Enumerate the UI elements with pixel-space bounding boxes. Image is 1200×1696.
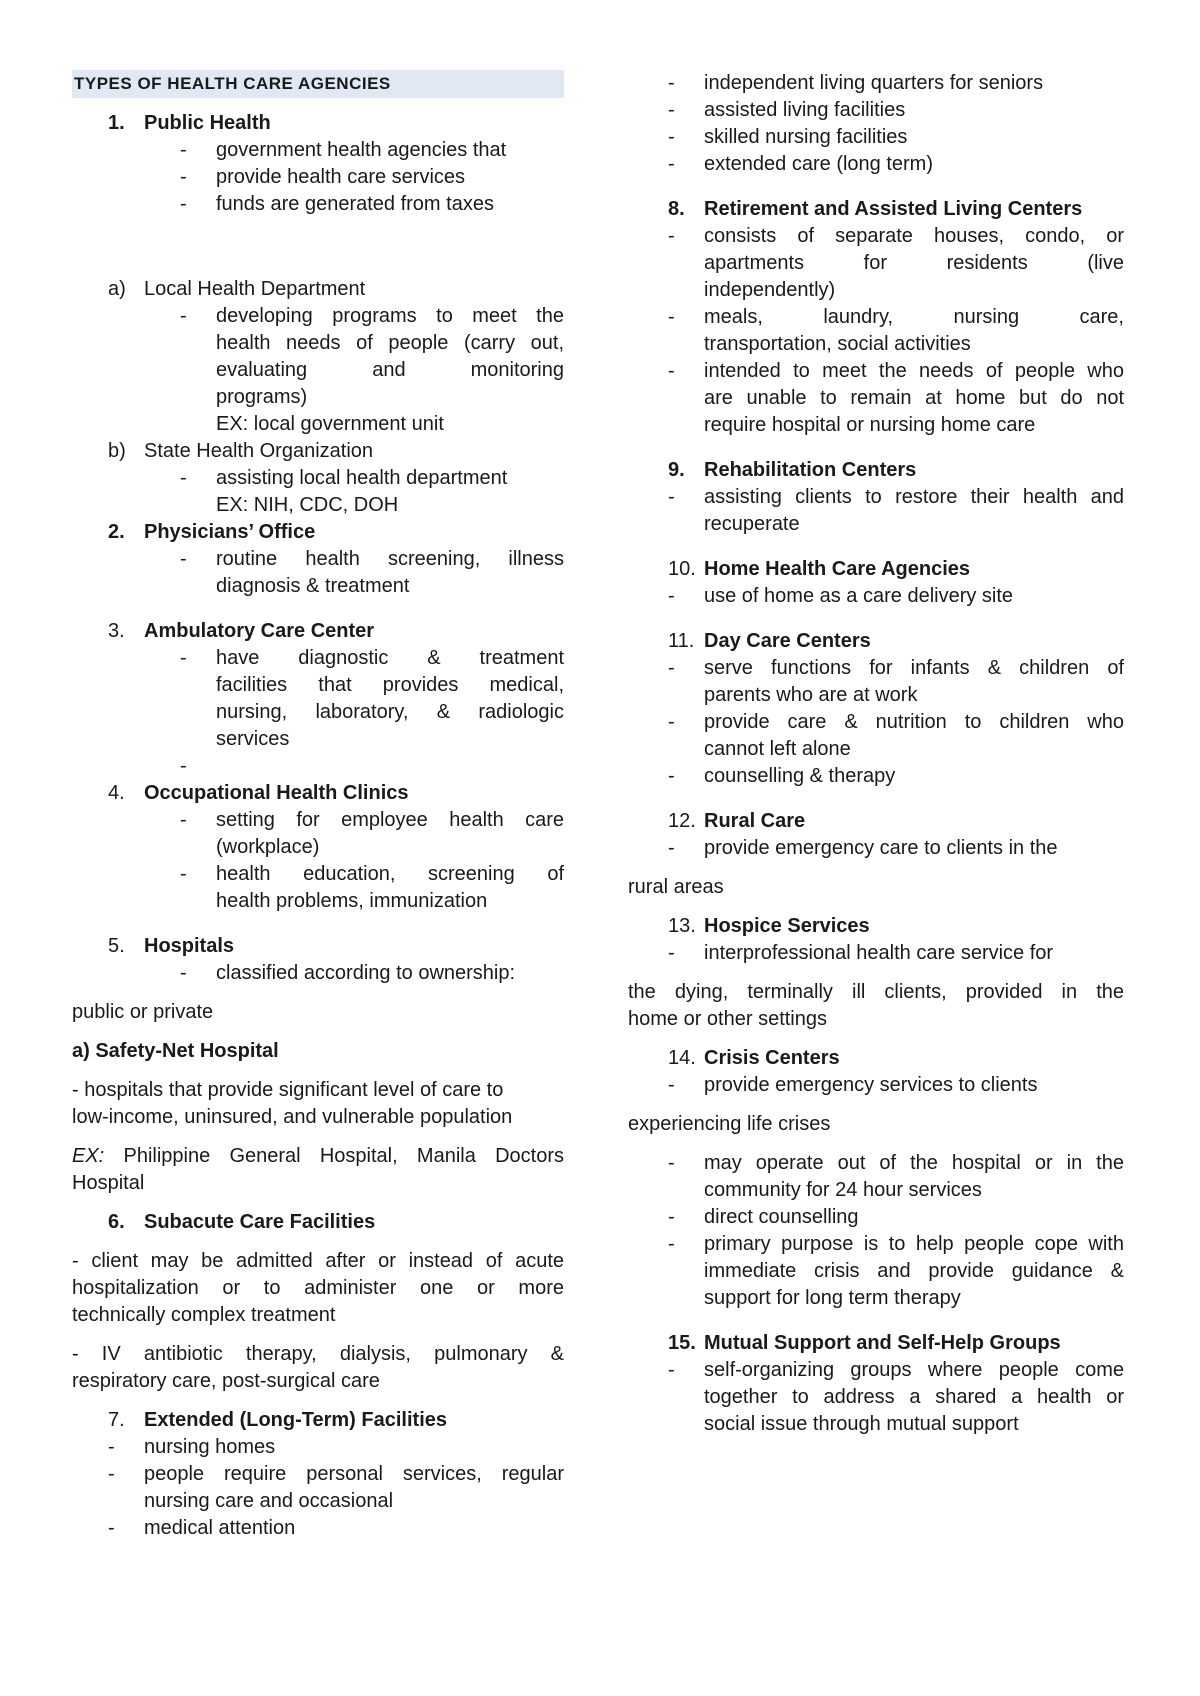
list-item: - classified according to ownership: <box>180 962 516 984</box>
list-item-cont: nursing care and occasional <box>144 1490 394 1512</box>
paragraph: - client may be admitted after or instead of acute <box>72 1250 564 1272</box>
section-day-care-heading: 11. Day Care Centers <box>668 630 871 652</box>
paragraph: experiencing life crises <box>628 1113 831 1135</box>
list-item-cont: health problems, immunization <box>216 890 488 912</box>
list-item: - meals, laundry, nursing care, <box>668 306 1124 328</box>
list-item: - provide emergency care to clients in the <box>668 837 1058 859</box>
list-item-cont: immediate crisis and provide guidance & <box>704 1260 1124 1282</box>
list-item-cont: require hospital or nursing home care <box>704 414 1036 436</box>
list-item-cont: transportation, social activities <box>704 333 971 355</box>
section-home-health-heading: 10. Home Health Care Agencies <box>668 558 971 580</box>
list-item-cont: nursing, laboratory, & radiologic <box>216 701 564 723</box>
section-hospitals-heading: 5. Hospitals <box>108 935 235 957</box>
section-extended-care-heading: 7. Extended (Long-Term) Facilities <box>108 1409 447 1431</box>
list-item: - have diagnostic & treatment <box>180 647 564 669</box>
example-paragraph: EX: Philippine General Hospital, Manila Doctors <box>72 1145 564 1167</box>
list-item: - direct counselling <box>668 1206 859 1228</box>
list-item: - routine health screening, illness <box>180 548 564 570</box>
list-item: - counselling & therapy <box>668 765 896 787</box>
paragraph: respiratory care, post-surgical care <box>72 1370 380 1392</box>
subsection-state-health-organization: b) State Health Organization <box>108 440 374 462</box>
right-column <box>628 70 1124 1438</box>
list-item-cont: evaluating and monitoring <box>216 359 564 381</box>
section-physicians-office-heading: 2. Physicians’ Office <box>108 521 316 543</box>
list-item: - serve functions for infants & children of <box>668 657 1124 679</box>
paragraph: rural areas <box>628 876 724 898</box>
section-public-health-heading: 1. Public Health <box>108 112 271 134</box>
paragraph: technically complex treatment <box>72 1304 336 1326</box>
list-item-cont: parents who are at work <box>704 684 918 706</box>
list-item: - developing programs to meet the <box>180 305 564 327</box>
list-item: - skilled nursing facilities <box>668 126 908 148</box>
section-hospice-heading: 13. Hospice Services <box>668 915 870 937</box>
paragraph: hospitalization or to administer one or more <box>72 1277 564 1299</box>
list-item-empty: - <box>180 755 187 777</box>
list-item-cont: (workplace) <box>216 836 320 858</box>
list-item: - people require personal services, regular <box>108 1463 564 1485</box>
list-item: - intended to meet the needs of people who <box>668 360 1124 382</box>
paragraph: low-income, uninsured, and vulnerable population <box>72 1106 513 1128</box>
list-item: - independent living quarters for seniors <box>668 72 1044 94</box>
list-item-cont: recuperate <box>704 513 800 535</box>
list-item-cont: community for 24 hour services <box>704 1179 982 1201</box>
list-item: - consists of separate houses, condo, or <box>668 225 1124 247</box>
list-item-cont: apartments for residents (live <box>704 252 1124 274</box>
list-item-cont: diagnosis & treatment <box>216 575 410 597</box>
list-item-cont: support for long term therapy <box>704 1287 961 1309</box>
section-subacute-care-heading: 6. Subacute Care Facilities <box>108 1211 376 1233</box>
section-rural-care-heading: 12. Rural Care <box>668 810 806 832</box>
section-occupational-health-heading: 4. Occupational Health Clinics <box>108 782 409 804</box>
list-item-cont: social issue through mutual support <box>704 1413 1019 1435</box>
list-item: - health education, screening of <box>180 863 564 885</box>
list-item: - extended care (long term) <box>668 153 934 175</box>
section-retirement-heading: 8. Retirement and Assisted Living Centers <box>668 198 1083 220</box>
list-item: - assisted living facilities <box>668 99 906 121</box>
subsection-local-health-department: a) Local Health Department <box>108 278 366 300</box>
list-item-cont: independently) <box>704 279 836 301</box>
list-item: - primary purpose is to help people cope with <box>668 1233 1124 1255</box>
list-item: - self-organizing groups where people come <box>668 1359 1124 1381</box>
paragraph: home or other settings <box>628 1008 827 1030</box>
section-mutual-support-heading: 15. Mutual Support and Self-Help Groups <box>668 1332 1061 1354</box>
left-column <box>72 70 564 1542</box>
list-item: - assisting clients to restore their health and <box>668 486 1124 508</box>
list-item-cont: programs) <box>216 386 308 408</box>
page-title: TYPES OF HEALTH CARE AGENCIES <box>72 70 564 98</box>
section-rehabilitation-heading: 9. Rehabilitation Centers <box>668 459 917 481</box>
list-item: - provide health care services <box>180 166 466 188</box>
list-item-cont: are unable to remain at home but do not <box>704 387 1124 409</box>
list-item: - use of home as a care delivery site <box>668 585 1014 607</box>
list-item-cont: health needs of people (carry out, <box>216 332 564 354</box>
list-item: - assisting local health department <box>180 467 508 489</box>
list-item: - medical attention <box>108 1517 296 1539</box>
list-item: - may operate out of the hospital or in the <box>668 1152 1124 1174</box>
list-item: - setting for employee health care <box>180 809 564 831</box>
section-ambulatory-care-heading: 3. Ambulatory Care Center <box>108 620 375 642</box>
paragraph: - hospitals that provide significant level of care to <box>72 1079 504 1101</box>
paragraph: public or private <box>72 1001 214 1023</box>
list-item-cont: services <box>216 728 290 750</box>
list-item: - provide care & nutrition to children who <box>668 711 1124 733</box>
paragraph: the dying, terminally ill clients, provided in the <box>628 981 1124 1003</box>
list-item: - nursing homes <box>108 1436 276 1458</box>
example-text: EX: NIH, CDC, DOH <box>216 494 399 516</box>
list-item-cont: facilities that provides medical, <box>216 674 564 696</box>
list-item: - funds are generated from taxes <box>180 193 494 215</box>
list-item-cont: cannot left alone <box>704 738 851 760</box>
list-item-cont: together to address a shared a health or <box>704 1386 1124 1408</box>
list-item: - interprofessional health care service for <box>668 942 1054 964</box>
list-item: - provide emergency services to clients <box>668 1074 1038 1096</box>
section-crisis-centers-heading: 14. Crisis Centers <box>668 1047 840 1069</box>
safety-net-hospital-heading: a) Safety-Net Hospital <box>72 1040 279 1062</box>
example-text: EX: local government unit <box>216 413 444 435</box>
paragraph: - IV antibiotic therapy, dialysis, pulmonary & <box>72 1343 564 1365</box>
example-paragraph: Hospital <box>72 1172 145 1194</box>
list-item: - government health agencies that <box>180 139 507 161</box>
